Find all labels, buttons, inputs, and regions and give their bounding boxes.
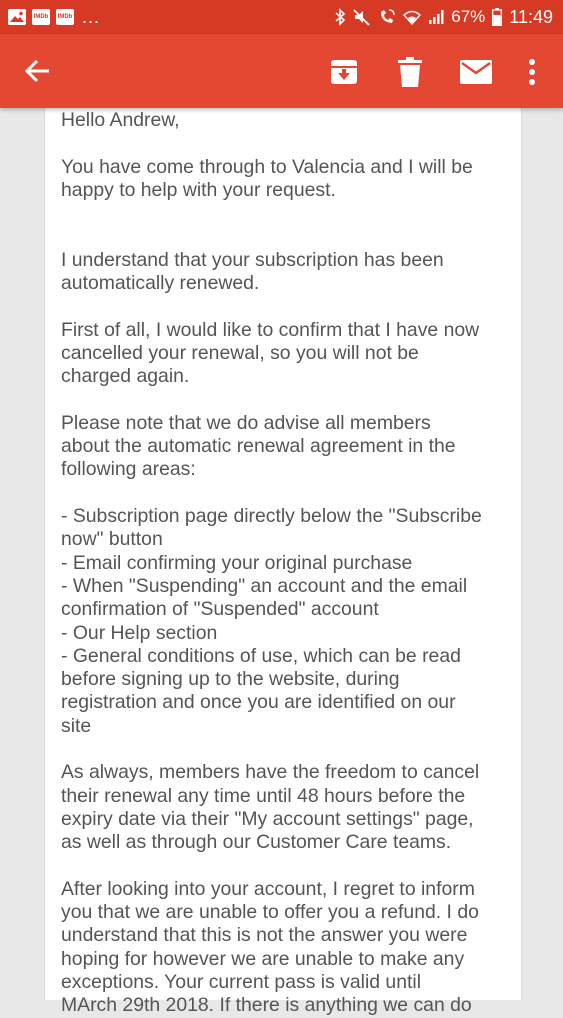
mute-icon [353, 8, 371, 26]
wifi-calling-icon [378, 8, 396, 26]
email-body-line: site [61, 714, 92, 737]
email-body-line: First of all, I would like to confirm that I have now [61, 318, 480, 341]
email-body-line: expiry date via their "My account settings" page, [61, 807, 474, 830]
system-status [334, 7, 553, 28]
delete-button[interactable] [397, 56, 423, 88]
email-body-line: Hello Andrew, [61, 109, 180, 131]
imdb-icon [56, 9, 74, 25]
email-body-line: - Subscription page directly below the "Subscribe [61, 505, 482, 528]
email-body-line [61, 295, 511, 318]
archive-icon [329, 57, 359, 87]
wifi-icon [403, 9, 421, 25]
archive-button[interactable] [329, 57, 359, 87]
email-body-line: now" button [61, 528, 163, 551]
battery-icon [492, 8, 502, 26]
email-body-line: I understand that your subscription has been [61, 248, 444, 271]
email-body-line: before signing up to the website, during [61, 668, 400, 691]
email-body-line: cancelled your renewal, so you will not be [61, 341, 419, 364]
more-options-button[interactable] [522, 56, 542, 88]
imdb-label: IMDb [33, 14, 49, 20]
delete-icon [397, 56, 423, 88]
signal-icon [428, 9, 444, 25]
email-body-line: registration and once you are identified on our [61, 691, 456, 714]
email-body-line: hoping for however we are unable to make any [61, 947, 465, 970]
imdb-label: IMDb [57, 14, 73, 20]
back-button[interactable] [22, 55, 54, 87]
email-body-line [61, 482, 511, 505]
email-body-line [61, 202, 511, 225]
notification-area [8, 8, 100, 26]
app-bar [0, 34, 563, 108]
email-body-line: about the automatic renewal agreement in the [61, 435, 456, 458]
email-body-line: - Email confirming your original purchase [61, 551, 413, 574]
email-body-line: automatically renewed. [61, 272, 260, 295]
imdb-icon [32, 9, 50, 25]
email-body-line: exceptions. Your current pass is valid until [61, 970, 422, 993]
email-body-line [61, 225, 511, 248]
email-body-line: happy to help with your request. [61, 178, 336, 201]
email-body-line [61, 132, 511, 155]
email-body-line [61, 389, 511, 412]
email-body-line: - When "Suspending" an account and the email [61, 574, 468, 597]
email-body-line [61, 855, 511, 878]
email-body-line: After looking into your account, I regret to inform [61, 877, 475, 900]
email-body-line: as well as through our Customer Care teams. [61, 831, 452, 854]
email-body-line: Please note that we do advise all members [61, 411, 431, 434]
email-body [61, 109, 511, 1018]
more-notifications-indicator: ... [82, 7, 101, 27]
battery-percent: 67% [451, 7, 486, 26]
back-arrow-icon [22, 55, 54, 87]
email-body-line: following areas: [61, 458, 196, 481]
email-body-line: As always, members have the freedom to cancel [61, 761, 480, 784]
email-body-line: charged again. [61, 365, 190, 388]
email-body-line: you that we are unable to offer you a refund. I do [61, 901, 479, 924]
email-body-line: confirmation of "Suspended" account [61, 598, 379, 621]
email-message-card [44, 108, 522, 1017]
email-body-line: You have come through to Valencia and I will be [61, 155, 473, 178]
bluetooth-icon [334, 8, 346, 26]
email-body-line: - Our Help section [61, 621, 218, 644]
email-body-line: understand that this is not the answer you were [61, 924, 468, 947]
email-body-line: their renewal any time until 48 hours before the [61, 784, 466, 807]
email-body-line: MArch 29th 2018. If there is anything we can do [61, 994, 472, 1017]
image-icon [8, 9, 26, 25]
email-body-line [61, 738, 511, 761]
status-bar [0, 0, 563, 34]
email-body-line: - General conditions of use, which can be read [61, 644, 461, 667]
mail-icon [459, 58, 493, 86]
clock: 11:49 [509, 6, 553, 27]
more-vert-icon [522, 56, 542, 88]
mark-unread-button[interactable] [459, 58, 493, 86]
